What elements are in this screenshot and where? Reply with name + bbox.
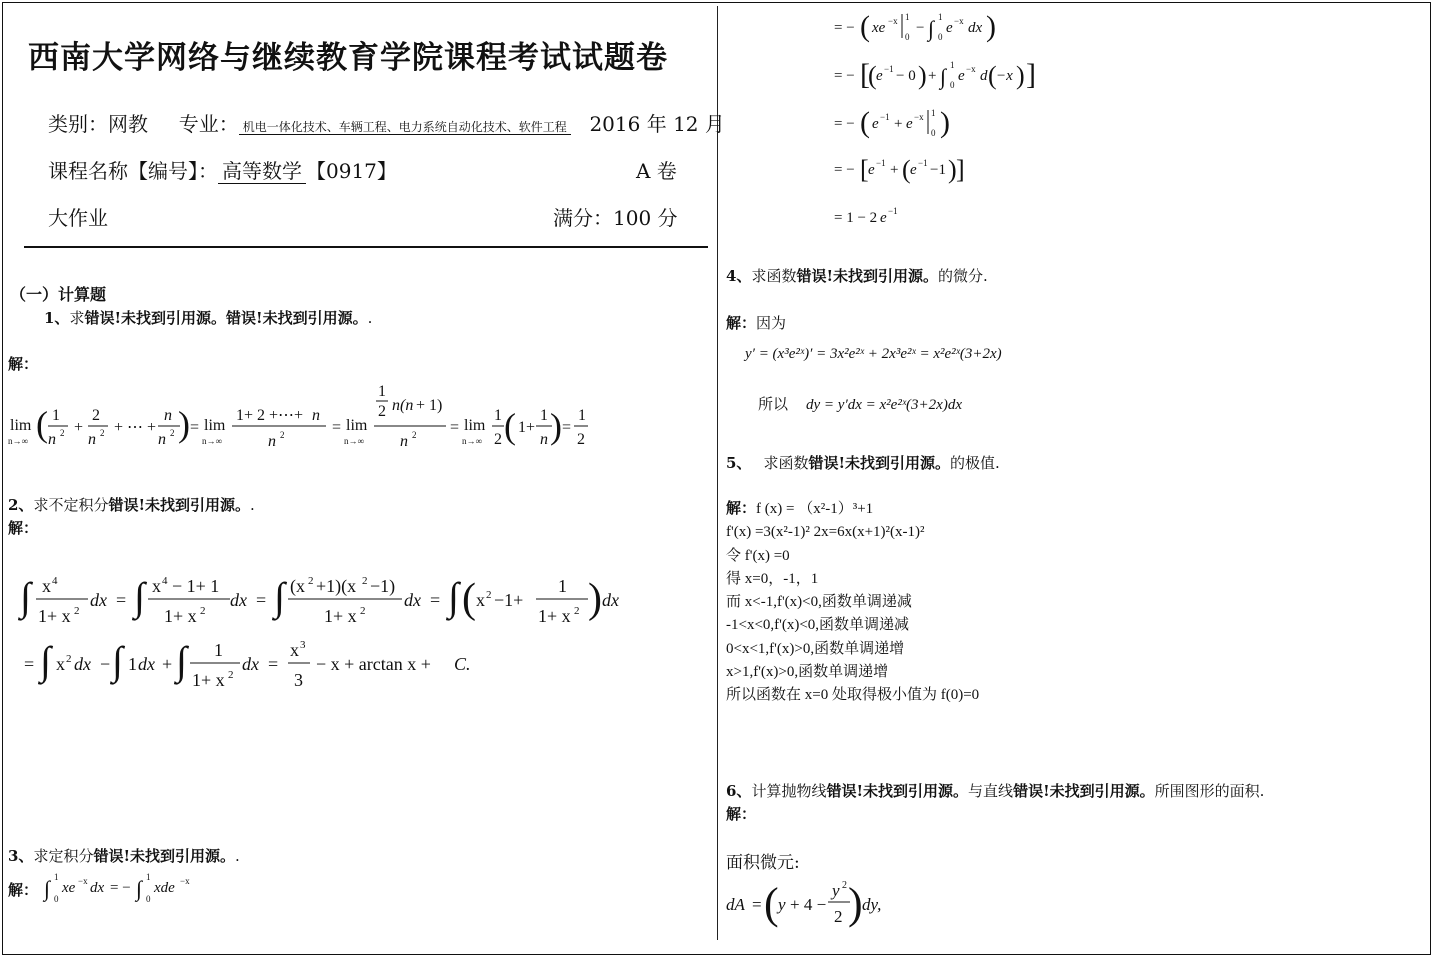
- svg-text:1: 1: [938, 12, 943, 22]
- svg-text:−1: −1: [884, 64, 894, 74]
- svg-text:−1: −1: [888, 206, 898, 216]
- svg-text:∫: ∫: [274, 574, 285, 619]
- svg-text:lim: lim: [464, 417, 486, 434]
- q2-formula: [18, 566, 638, 696]
- svg-text:=: =: [24, 654, 35, 674]
- svg-text:0: 0: [931, 128, 936, 138]
- category-value: 网教: [108, 112, 148, 136]
- column-divider: [717, 6, 718, 940]
- svg-text:(: (: [36, 404, 48, 444]
- svg-text:): ): [1016, 61, 1025, 90]
- svg-text:xe: xe: [872, 20, 886, 36]
- svg-text:n: n: [48, 431, 56, 448]
- svg-text:−1: −1: [876, 158, 886, 168]
- svg-text:2: 2: [412, 430, 417, 440]
- q5-line-7: x>1,f'(x)>0,函数单调递增: [726, 664, 889, 681]
- q5-line-5: -1<x<0,f'(x)<0,函数单调递减: [726, 617, 910, 634]
- svg-text:−1: −1: [930, 162, 946, 178]
- svg-text:=: =: [430, 590, 441, 610]
- svg-text:n: n: [88, 431, 96, 448]
- svg-text:−x: −x: [966, 64, 976, 74]
- svg-text:2: 2: [74, 605, 80, 617]
- svg-text:e: e: [880, 210, 887, 226]
- svg-text:− 0: − 0: [896, 68, 916, 84]
- svg-text:∫: ∫: [940, 64, 947, 89]
- question-2: 2、求不定积分错误!未找到引用源。.: [8, 496, 255, 514]
- svg-text:+: +: [894, 116, 903, 132]
- svg-text:): ): [588, 576, 602, 622]
- svg-text:): ): [940, 106, 950, 139]
- svg-text:−1: −1: [918, 158, 928, 168]
- svg-text:n(n: n(n: [392, 397, 414, 414]
- svg-text:1: 1: [214, 640, 223, 660]
- q5-line-3: 得 x=0，-1，1: [726, 570, 819, 587]
- question-6: 6、计算抛物线错误!未找到引用源。与直线错误!未找到引用源。所围图形的面积.: [726, 782, 1265, 800]
- svg-text:3: 3: [300, 639, 306, 651]
- svg-text:dx: dx: [138, 654, 155, 674]
- svg-text:2: 2: [834, 907, 843, 926]
- q5-line-1: f'(x) =3(x²-1)² 2x=6x(x+1)²(x-1)²: [726, 524, 925, 541]
- section-heading: （一）计算题: [10, 285, 107, 304]
- paper-version: A 卷: [636, 159, 677, 183]
- svg-text:∫: ∫: [134, 574, 145, 619]
- solution-label-1: 解：: [8, 355, 39, 373]
- svg-text:2: 2: [577, 431, 585, 448]
- svg-text:x: x: [56, 654, 65, 674]
- svg-text:=: =: [562, 419, 572, 436]
- course-label: 课程名称【编号】：: [48, 159, 218, 183]
- major-label: 专业：: [178, 112, 239, 136]
- q5-line-8: 所以函数在 x=0 处取得极小值为 f(0)=0: [726, 687, 980, 704]
- svg-text:=: =: [190, 419, 200, 436]
- svg-text:+1)(x: +1)(x: [316, 576, 357, 596]
- svg-text:= −: = −: [834, 116, 855, 132]
- svg-text:+: +: [928, 68, 937, 84]
- q5-line-2: 令 f'(x) =0: [726, 547, 790, 564]
- solution-label-2: 解：: [8, 519, 39, 537]
- svg-text:−: −: [100, 654, 111, 674]
- question-3: 3、求定积分错误!未找到引用源。.: [8, 847, 240, 865]
- question-4: 4、求函数错误!未找到引用源。的微分.: [726, 267, 988, 285]
- svg-text:2: 2: [378, 403, 386, 420]
- svg-text:= −: = −: [834, 20, 855, 36]
- svg-text:+ 1): + 1): [416, 397, 443, 414]
- svg-text:1+ x: 1+ x: [538, 606, 571, 626]
- svg-text:∫: ∫: [928, 16, 935, 41]
- svg-text:2: 2: [92, 407, 100, 424]
- svg-text:=: =: [256, 590, 267, 610]
- svg-text:dx: dx: [968, 20, 983, 36]
- q5-line-6: 0<x<1,f'(x)>0,函数单调递增: [726, 640, 905, 657]
- svg-text:]: ]: [1026, 58, 1036, 91]
- svg-text:1: 1: [558, 576, 567, 596]
- svg-text:2: 2: [842, 880, 847, 891]
- svg-text:dx: dx: [90, 590, 107, 610]
- svg-text:2: 2: [200, 605, 206, 617]
- svg-text:1+ x: 1+ x: [324, 606, 357, 626]
- svg-text:): ): [550, 406, 562, 446]
- svg-text:e: e: [906, 116, 913, 132]
- svg-text:−x: −x: [914, 112, 924, 122]
- svg-text:e: e: [946, 20, 953, 36]
- svg-text:=: =: [752, 895, 762, 914]
- svg-text:(: (: [504, 406, 516, 446]
- svg-text:=: =: [268, 654, 279, 674]
- svg-text:1: 1: [378, 383, 386, 400]
- svg-text:C.: C.: [454, 654, 471, 674]
- assignment-label: 大作业: [48, 206, 108, 230]
- svg-text:lim: lim: [10, 417, 32, 434]
- svg-text:d: d: [980, 68, 988, 84]
- svg-text:1: 1: [905, 12, 910, 22]
- svg-text:(x: (x: [290, 576, 305, 596]
- svg-text:e: e: [876, 68, 883, 84]
- svg-text:−x: −x: [954, 16, 964, 26]
- svg-text:0: 0: [905, 32, 910, 42]
- svg-text:+ 4 −: + 4 −: [790, 895, 827, 914]
- svg-text:1: 1: [54, 872, 59, 882]
- svg-text:+ ⋯ +: + ⋯ +: [114, 419, 157, 436]
- svg-text:=: =: [332, 419, 342, 436]
- svg-text:−1: −1: [880, 112, 890, 122]
- svg-text:dx: dx: [90, 880, 105, 896]
- svg-text:[: [: [860, 155, 869, 184]
- q1-formula: [6, 380, 606, 460]
- svg-text:1: 1: [950, 60, 955, 70]
- svg-text:1+ x: 1+ x: [38, 606, 71, 626]
- svg-text:n: n: [268, 433, 276, 450]
- svg-text:x: x: [42, 576, 51, 596]
- exam-date: 2016 年 12 月: [589, 112, 725, 136]
- svg-text:+: +: [74, 419, 84, 436]
- svg-text:): ): [848, 879, 863, 928]
- svg-text:∫: ∫: [448, 574, 459, 619]
- svg-text:−x: −x: [888, 16, 898, 26]
- svg-text:e: e: [872, 116, 879, 132]
- svg-text:∫: ∫: [44, 876, 51, 901]
- svg-text:): ): [948, 155, 957, 184]
- svg-text:−x: −x: [78, 876, 88, 886]
- q6-area-label: 面积微元:: [726, 853, 800, 873]
- q4-derivative: y′ = (x³e²ˣ)′ = 3x²e²ˣ + 2x³e²ˣ = x²e²ˣ(3+2x): [745, 346, 1002, 362]
- svg-text:4: 4: [52, 575, 58, 587]
- svg-text:2: 2: [66, 653, 72, 665]
- svg-text:(: (: [860, 10, 870, 43]
- svg-text:0: 0: [146, 894, 151, 904]
- svg-text:(: (: [860, 106, 870, 139]
- svg-text:2: 2: [486, 589, 492, 601]
- svg-text:dx: dx: [74, 654, 91, 674]
- svg-text:dx: dx: [404, 590, 421, 610]
- svg-text:lim: lim: [346, 417, 368, 434]
- svg-text:): ): [178, 404, 190, 444]
- question-1: 1、求错误!未找到引用源。错误!未找到引用源。.: [44, 309, 373, 327]
- svg-text:2: 2: [308, 575, 314, 587]
- svg-text:=: =: [450, 419, 460, 436]
- svg-text:dy,: dy,: [862, 895, 882, 914]
- svg-text:−x: −x: [180, 876, 190, 886]
- svg-text:+: +: [162, 654, 173, 674]
- svg-text:− x + arctan x +: − x + arctan x +: [316, 654, 431, 674]
- svg-text:4: 4: [162, 575, 168, 587]
- svg-text:dx: dx: [242, 654, 259, 674]
- svg-text:2: 2: [170, 428, 175, 438]
- question-5: 5、 求函数错误!未找到引用源。的极值.: [726, 454, 1000, 472]
- svg-text:1+ 2 +⋯+: 1+ 2 +⋯+: [236, 407, 304, 424]
- svg-text:n: n: [540, 431, 548, 448]
- svg-text:= −: = −: [834, 162, 855, 178]
- svg-text:y: y: [778, 895, 786, 914]
- svg-text:e: e: [958, 68, 965, 84]
- major-value: 机电一体化技术、车辆工程、电力系统自动化技术、软件工程: [239, 120, 571, 135]
- q3-continuation: [830, 6, 1050, 236]
- svg-text:−x: −x: [996, 68, 1013, 84]
- svg-text:dx: dx: [230, 590, 247, 610]
- q5-line-4: 而 x<-1,f'(x)<0,函数单调递减: [726, 594, 912, 611]
- svg-text:): ): [918, 61, 927, 90]
- svg-text:x: x: [476, 590, 485, 610]
- svg-text:e: e: [910, 162, 917, 178]
- course-name: 高等数学: [218, 159, 306, 184]
- q4-solution-intro: 解：因为: [726, 314, 787, 332]
- category-row: [48, 108, 725, 137]
- svg-text:− 1+ 1: − 1+ 1: [172, 576, 220, 596]
- svg-text:n: n: [164, 407, 172, 424]
- svg-text:1: 1: [540, 407, 548, 424]
- svg-text:∫: ∫: [40, 638, 51, 683]
- q4-differential: 所以 dy = y′dx = x²e²ˣ(3+2x)dx: [758, 395, 962, 413]
- svg-text:n: n: [312, 407, 320, 424]
- svg-text:= 1 − 2: = 1 − 2: [834, 210, 878, 226]
- svg-text:xe: xe: [62, 880, 76, 896]
- svg-text:n: n: [400, 433, 408, 450]
- svg-text:2: 2: [574, 605, 580, 617]
- svg-text:= −: = −: [110, 880, 131, 896]
- svg-text:1+: 1+: [518, 419, 536, 436]
- svg-text:=: =: [116, 590, 127, 610]
- svg-text:lim: lim: [204, 417, 226, 434]
- svg-text:∫: ∫: [20, 574, 31, 619]
- q6-solution-label: 解：: [726, 805, 757, 823]
- svg-text:2: 2: [494, 431, 502, 448]
- svg-text:n→∞: n→∞: [202, 436, 222, 446]
- svg-text:(: (: [764, 879, 779, 928]
- exam-title: 西南大学网络与继续教育学院课程考试试题卷: [28, 40, 668, 76]
- svg-text:−1+: −1+: [494, 590, 524, 610]
- svg-text:(: (: [902, 155, 911, 184]
- svg-text:dA: dA: [726, 895, 745, 914]
- svg-text:n→∞: n→∞: [8, 436, 28, 446]
- svg-text:y: y: [832, 881, 840, 900]
- solution-label-3: 解：: [8, 881, 39, 899]
- svg-text:1+ x: 1+ x: [192, 670, 225, 690]
- svg-text:dx: dx: [602, 590, 619, 610]
- svg-text:(: (: [868, 61, 877, 90]
- svg-text:(: (: [462, 576, 476, 622]
- full-marks: 满分：100 分: [553, 206, 678, 230]
- q5-line-0: f (x) = （x²-1）³+1: [756, 501, 874, 517]
- svg-text:1: 1: [52, 407, 60, 424]
- q3-formula: [42, 868, 212, 908]
- svg-text:1: 1: [494, 407, 502, 424]
- svg-text:n→∞: n→∞: [462, 436, 482, 446]
- svg-text:n: n: [158, 431, 166, 448]
- course-row: [48, 155, 397, 184]
- svg-text:∫: ∫: [136, 876, 143, 901]
- svg-text:0: 0: [938, 32, 943, 42]
- svg-text:2: 2: [100, 428, 105, 438]
- svg-text:3: 3: [294, 670, 303, 690]
- q5-solution-label: 解：: [726, 501, 757, 517]
- svg-text:e: e: [868, 162, 875, 178]
- svg-text:2: 2: [228, 669, 234, 681]
- svg-text:1: 1: [128, 654, 137, 674]
- course-code: 【0917】: [306, 159, 397, 183]
- svg-text:x: x: [290, 640, 299, 660]
- svg-text:xde: xde: [154, 880, 175, 896]
- q6-formula: [724, 876, 904, 936]
- svg-text:∫: ∫: [112, 638, 123, 683]
- svg-text:[: [: [860, 58, 870, 91]
- svg-text:(: (: [988, 61, 997, 90]
- header-rule: [24, 246, 708, 248]
- svg-text:−: −: [916, 20, 925, 36]
- svg-text:2: 2: [280, 430, 285, 440]
- category-label: 类别：: [48, 112, 108, 136]
- svg-text:−1): −1): [370, 576, 396, 596]
- svg-text:): ): [986, 10, 996, 43]
- svg-text:x: x: [152, 576, 161, 596]
- svg-text:1: 1: [578, 407, 586, 424]
- svg-text:]: ]: [956, 155, 965, 184]
- svg-text:∫: ∫: [176, 638, 187, 683]
- svg-text:2: 2: [360, 605, 366, 617]
- svg-text:0: 0: [54, 894, 59, 904]
- svg-text:2: 2: [362, 575, 368, 587]
- q5-solution: [726, 498, 979, 708]
- svg-text:1: 1: [931, 108, 936, 118]
- svg-text:1: 1: [146, 872, 151, 882]
- svg-text:= −: = −: [834, 68, 855, 84]
- svg-text:0: 0: [950, 80, 955, 90]
- svg-text:+: +: [890, 162, 899, 178]
- svg-text:2: 2: [60, 428, 65, 438]
- svg-text:n→∞: n→∞: [344, 436, 364, 446]
- svg-text:1+ x: 1+ x: [164, 606, 197, 626]
